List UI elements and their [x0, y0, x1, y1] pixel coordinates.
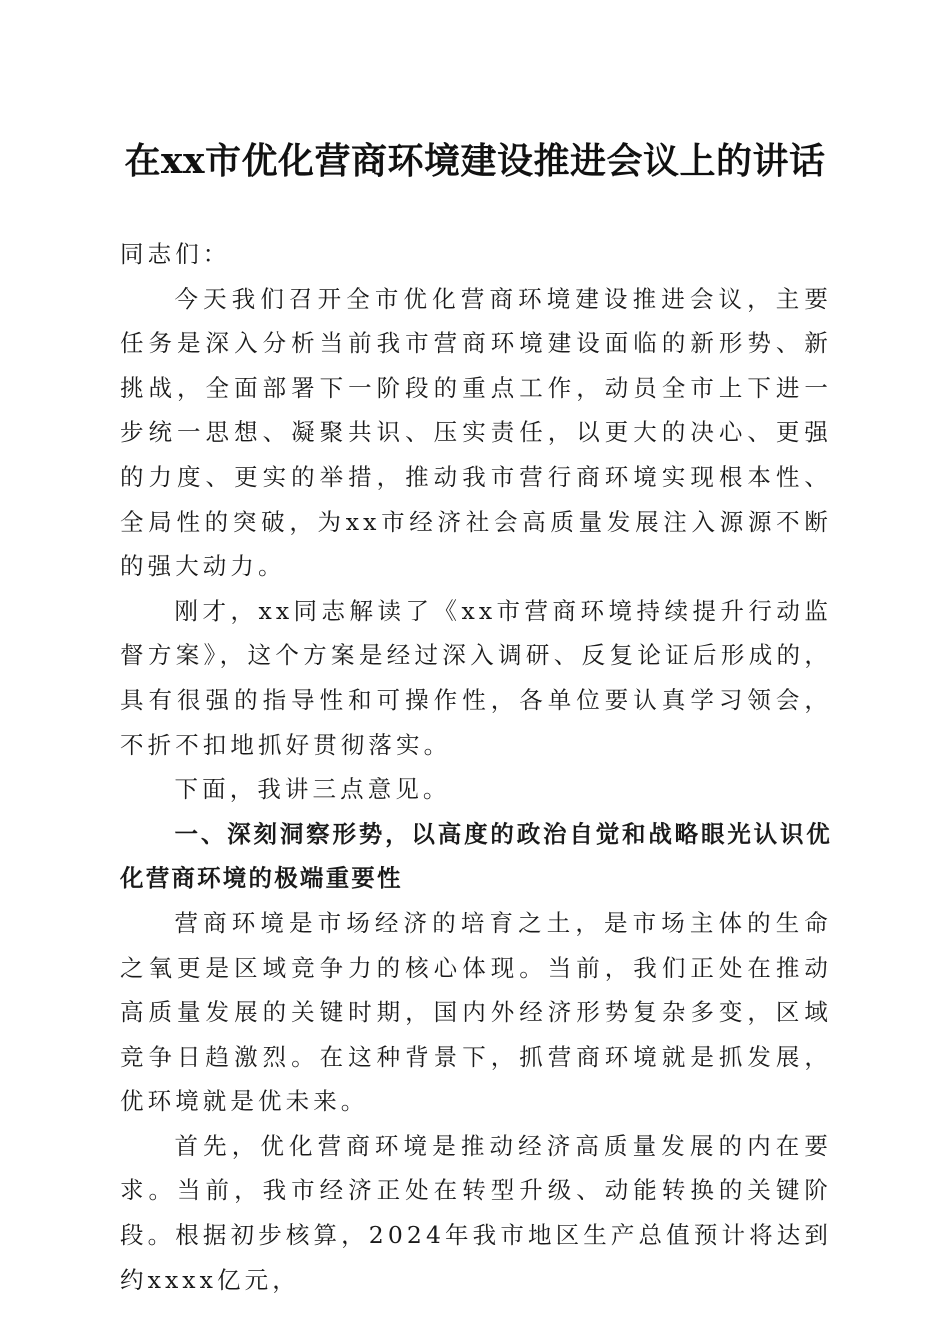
- paragraph-business-environment: 营商环境是市场经济的培育之土，是市场主体的生命之氧更是区域竞争力的核心体现。当前，我们正处在推动高质量发展的关键时期，国内外经济形势复杂多变，区域竞争日趋激烈。在这种背景下，抓营商环境就是抓发展，优环境就是优未来。: [120, 908, 832, 1116]
- document-body: [120, 232, 832, 1302]
- paragraph-first-point: 首先，优化营商环境是推动经济高质量发展的内在要求。当前，我市经济正处在转型升级、动能转换的关键阶段。根据初步核算，2024年我市地区生产总值预计将达到约xxxx亿元，: [120, 1131, 832, 1294]
- section-heading-1: 一、深刻洞察形势，以高度的政治自觉和战略眼光认识优化营商环境的极端重要性: [120, 819, 832, 893]
- paragraph-opening: 今天我们召开全市优化营商环境建设推进会议，主要任务是深入分析当前我市营商环境建设面临的新形势、新挑战，全面部署下一阶段的重点工作，动员全市上下进一步统一思想、凝聚共识、压实责任，以更大的决心、更强的力度、更实的举措，推动我市营行商环境实现根本性、全局性的突破，为xx市经济社会高质量发展注入源源不断的强大动力。: [120, 284, 832, 581]
- document-title: 在xx市优化营商环境建设推进会议上的讲话: [124, 140, 826, 182]
- paragraph-plan-interpretation: 刚才，xx同志解读了《xx市营商环境持续提升行动监督方案》，这个方案是经过深入调研、反复论证后形成的，具有很强的指导性和可操作性，各单位要认真学习领会，不折不扣地抓好贯彻落实。: [120, 596, 832, 759]
- paragraph-three-points: 下面，我讲三点意见。: [174, 775, 451, 804]
- salutation: 同志们：: [120, 240, 231, 268]
